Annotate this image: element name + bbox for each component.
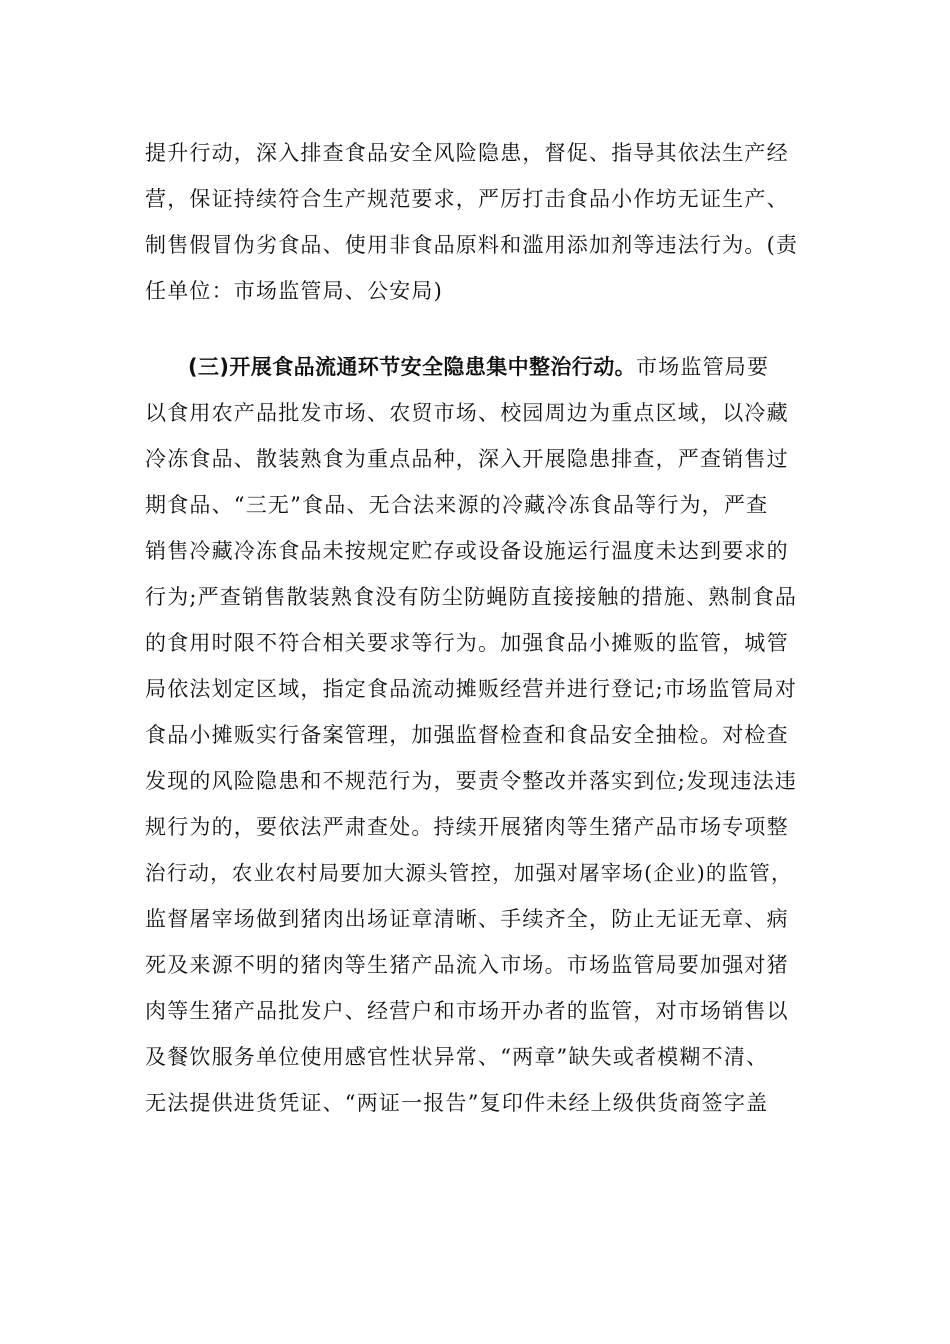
paragraph-2-line-13: 监督屠宰场做到猪肉出场证章清晰、手续齐全，防止无证无章、病 <box>145 907 789 931</box>
paragraph-2-line-18 <box>145 1134 805 1164</box>
paragraph-2-line-5: 销售冷藏冷冻食品未按规定贮存或设备设施运行温度未达到要求的 <box>145 539 789 563</box>
paragraph-2-line-2: 以食用农产品批发市场、农贸市场、校园周边为重点区域，以冷藏 <box>145 401 789 425</box>
paragraph-2-line-14: 死及来源不明的猪肉等生猪产品流入市场。市场监管局要加强对猪 <box>145 953 789 977</box>
paragraph-2-line-3: 冷冻食品、散装熟食为重点品种，深入开展隐患排查，严查销售过 <box>145 447 789 471</box>
paragraph-2-line-11: 规行为的，要依法严肃查处。持续开展猪肉等生猪产品市场专项整 <box>145 815 789 839</box>
paragraph-2-line-1 <box>188 352 805 382</box>
paragraph-2-line-7: 的食用时限不符合相关要求等行为。加强食品小摊贩的监管，城管 <box>145 631 789 655</box>
paragraph-2-line-8: 局依法划定区域，指定食品流动摊贩经营并进行登记;市场监管局对 <box>145 677 798 701</box>
paragraph-2-line-15: 肉等生猪产品批发户、经营户和市场开办者的监管，对市场销售以 <box>145 999 789 1023</box>
paragraph-2-line-12: 治行动，农业农村局要加大源头管控，加强对屠宰场(企业)的监管， <box>145 861 793 885</box>
paragraph-2-line-10: 发现的风险隐患和不规范行为，要责令整改并落实到位;发现违法违 <box>145 769 798 793</box>
paragraph-2-line-9: 食品小摊贩实行备案管理，加强监督检查和食品安全抽检。对检查 <box>145 723 789 747</box>
paragraph-1-line-4: 任单位：市场监管局、公安局) <box>145 279 443 303</box>
paragraph-1-line-3: 制售假冒伪劣食品、使用非食品原料和滥用添加剂等违法行为。(责 <box>145 233 799 257</box>
paragraph-2-line-19 <box>145 1180 805 1210</box>
section-heading-continuation: 市场监管局要 <box>636 355 770 379</box>
paragraph-2-line-16: 及餐饮服务单位使用感官性状异常、“两章”缺失或者模糊不清、 <box>145 1045 769 1069</box>
paragraph-2-line-4: 期食品、“三无”食品、无合法来源的冷藏冷冻食品等行为，严查 <box>145 493 769 517</box>
paragraph-1-line-2: 营，保证持续符合生产规范要求，严厉打击食品小作坊无证生产、 <box>145 187 789 211</box>
paragraph-2-line-17: 无法提供进货凭证、“两证一报告”复印件未经上级供货商签字盖 <box>145 1091 769 1115</box>
paragraph-2-line-6: 行为;严查销售散装熟食没有防尘防蝇防直接接触的措施、熟制食品 <box>145 585 798 609</box>
section-heading: (三)开展食品流通环节安全隐患集中整治行动。 <box>188 355 636 379</box>
paragraph-1-line-1: 提升行动，深入排查食品安全风险隐患，督促、指导其依法生产经 <box>145 141 789 165</box>
